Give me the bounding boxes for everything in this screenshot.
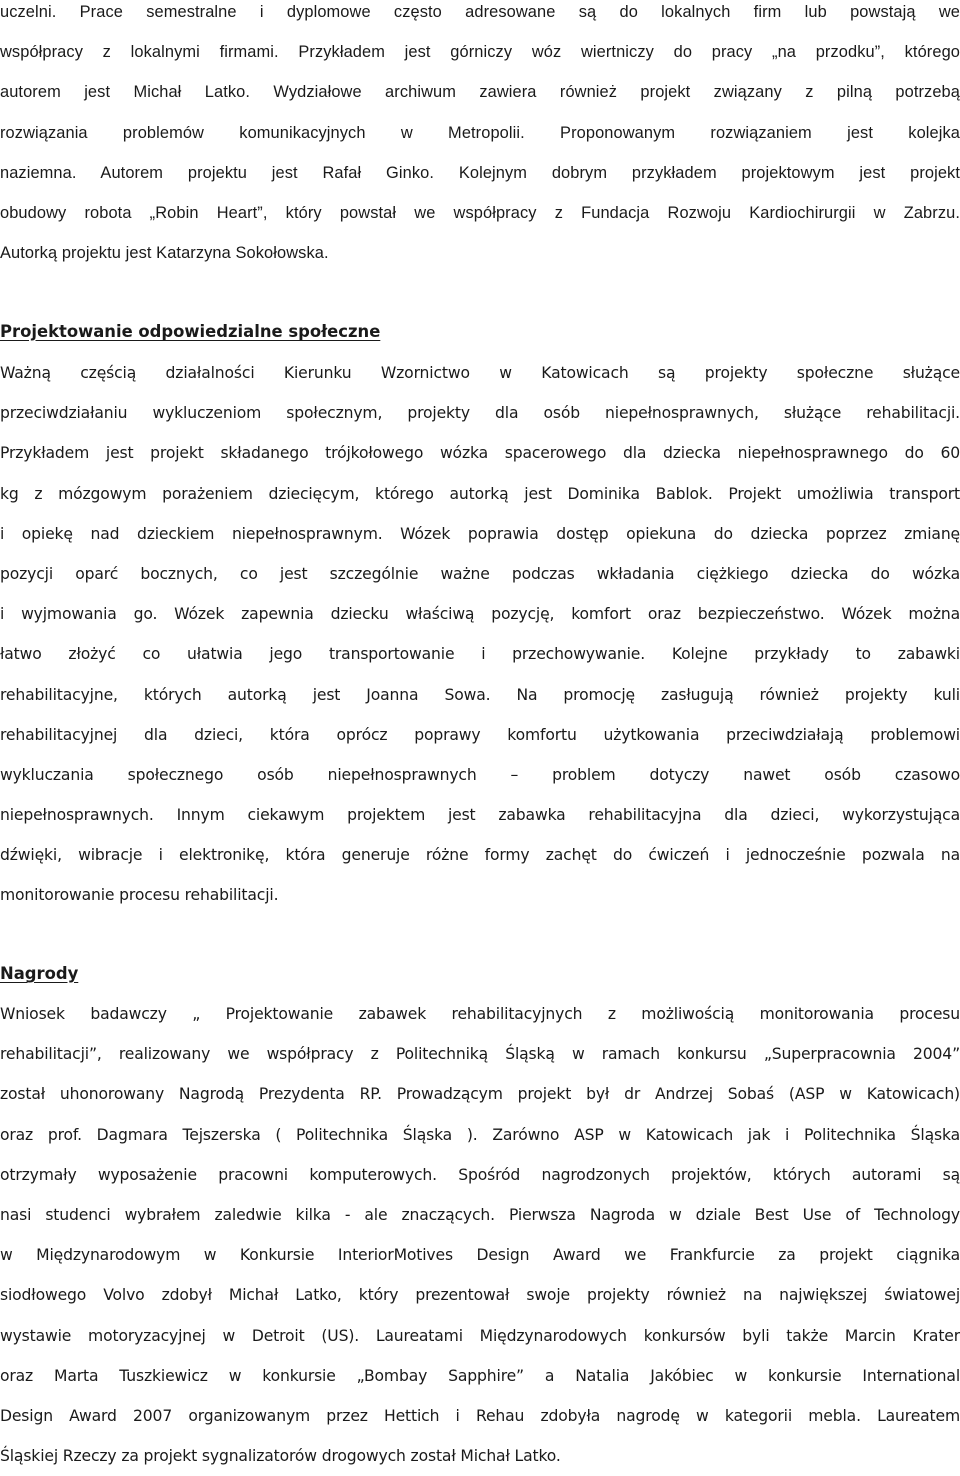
text-line: uczelni. Prace semestralne i dyplomowe często adresowane są do lokalnych firm lub powstają we: [0, 3, 960, 21]
text-line: Wniosek badawczy „ Projektowanie zabawek rehabilitacyjnych z możliwością monitorowania procesu: [0, 1005, 960, 1023]
text-line: Przykładem jest projekt składanego trójkołowego wózka spacerowego dla dziecka niepełnosprawnego do 60: [0, 444, 960, 463]
section-heading-social: Projektowanie odpowiedzialne społeczne: [0, 322, 381, 341]
text-line: przeciwdziałaniu wykluczeniom społecznym, projekty dla osób niepełnosprawnych, służące rehabilitacji.: [0, 404, 960, 423]
text-line: naziemna. Autorem projektu jest Rafał Ginko. Kolejnym dobrym przykładem projektowym jest projekt: [0, 163, 960, 182]
text-line: w Międzynarodowym w Konkursie InteriorMotives Design Award we Frankfurcie za projekt ciągnika: [0, 1246, 960, 1265]
text-line: obudowy robota „Robin Heart”, który powstał we współpracy z Fundacja Rozwoju Kardiochirurgii w Zabrzu.: [0, 203, 960, 222]
text-line: oraz Marta Tuszkiewicz w konkursie „Bombay Sapphire” a Natalia Jakóbiec w konkursie International: [0, 1366, 960, 1385]
text-line: Autorką projektu jest Katarzyna Sokołowska.: [0, 244, 329, 263]
text-line: Design Award 2007 organizowanym przez Hettich i Rehau zdobyła nagrodę w kategorii mebla. Laureatem: [0, 1406, 960, 1425]
text-line: współpracy z lokalnymi firmami. Przykładem jest górniczy wóz wiertniczy do pracy „na przodku”, którego: [0, 43, 960, 62]
text-line: otrzymały wyposażenie pracowni komputerowych. Spośród nagrodzonych projektów, których autorami są: [0, 1165, 960, 1184]
text-line: dźwięki, wibracje i elektronikę, która generuje różne formy zachęt do ćwiczeń i jednocześnie pozwala na: [0, 846, 960, 865]
text-line: niepełnosprawnych. Innym ciekawym projektem jest zabawka rehabilitacyjna dla dzieci, wykorzystująca: [0, 806, 960, 825]
text-line: nasi studenci wybrałem zaledwie kilka - ale znaczących. Pierwsza Nagroda w dziale Best Use of Technology: [0, 1205, 960, 1224]
text-line: i opiekę nad dzieckiem niepełnosprawnym. Wózek poprawia dostęp opiekuna do dziecka poprzez zmianę: [0, 524, 960, 543]
text-line: wystawie motoryzacyjnej w Detroit (US). Laureatami Międzynarodowych konkursów byli także Marcin Krater: [0, 1326, 960, 1345]
text-line: został uhonorowany Nagrodą Prezydenta RP. Prowadzącym projekt był dr Andrzej Sobaś (ASP w Katowicach): [0, 1085, 960, 1104]
text-line: kg z mózgowym porażeniem dziecięcym, którego autorką jest Dominika Bablok. Projekt umożliwia transport: [0, 484, 960, 503]
text-line: siodłowego Volvo zdobył Michał Latko, który prezentował swoje projekty również na największej światowej: [0, 1286, 960, 1305]
text-line: rehabilitacji”, realizowany we współpracy z Politechniką Śląską w ramach konkursu „Superpracownia 2004”: [0, 1045, 960, 1064]
section-heading-awards: Nagrody: [0, 964, 79, 983]
text-line: monitorowanie procesu rehabilitacji.: [0, 886, 279, 905]
text-line: rehabilitacyjne, których autorką jest Joanna Sowa. Na promocję zasługują również projekty kuli: [0, 685, 960, 704]
text-line: i wyjmowania go. Wózek zapewnia dziecku właściwą pozycję, komfort oraz bezpieczeństwo. Wózek można: [0, 605, 960, 624]
text-line: oraz prof. Dagmara Tejszerska ( Politechnika Śląska ). Zarówno ASP w Katowicach jak i Politechnika Śląska: [0, 1125, 960, 1144]
text-line: wykluczania społecznego osób niepełnosprawnych – problem dotyczy nawet osób czasowo: [0, 765, 960, 784]
text-line: rehabilitacyjnej dla dzieci, która oprócz poprawy komfortu użytkowania przeciwdziałają problemowi: [0, 725, 960, 744]
text-line: Śląskiej Rzeczy za projekt sygnalizatorów drogowych został Michał Latko.: [0, 1447, 561, 1466]
text-line: Ważną częścią działalności Kierunku Wzornictwo w Katowicach są projekty społeczne służące: [0, 364, 960, 382]
intro-paragraph: [0, 0, 960, 273]
text-line: pozycji oparć bocznych, co jest szczególnie ważne podczas wkładania ciężkiego dziecka do wózka: [0, 564, 960, 583]
text-line: rozwiązania problemów komunikacyjnych w Metropolii. Proponowanym rozwiązaniem jest kolejka: [0, 123, 960, 142]
text-line: łatwo złożyć co ułatwia jego transportowanie i przechowywanie. Kolejne przykłady to zabawki: [0, 645, 960, 664]
social-paragraph: [0, 353, 960, 916]
text-line: autorem jest Michał Latko. Wydziałowe archiwum zawiera również projekt związany z pilną potrzebą: [0, 83, 960, 102]
awards-paragraph: [0, 994, 960, 1476]
